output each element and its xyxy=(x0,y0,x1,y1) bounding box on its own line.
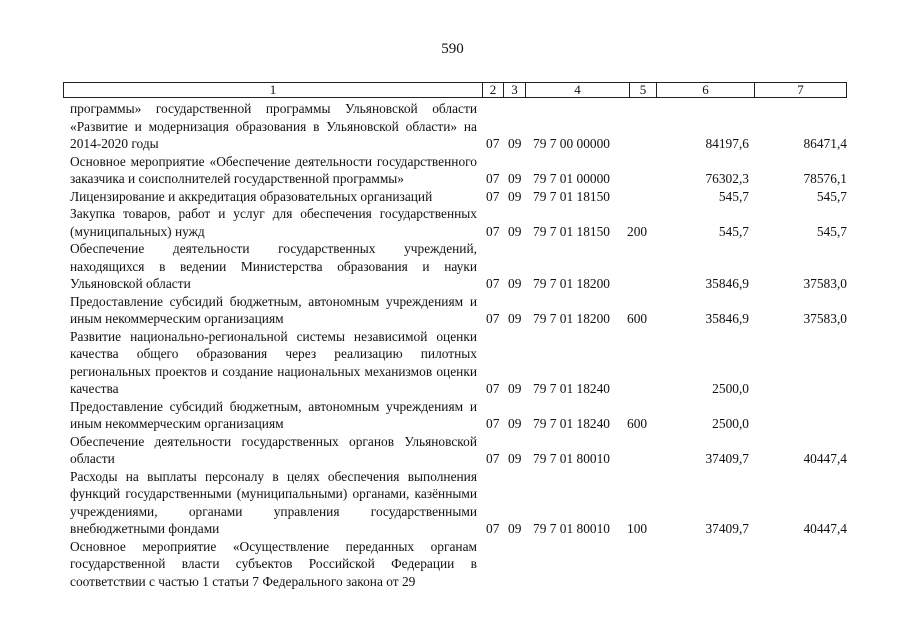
row-vr: 200 xyxy=(627,223,648,239)
row-vr: 600 xyxy=(627,416,648,431)
row-amount-2: 78576,1 xyxy=(803,171,847,186)
header-col-1: 1 xyxy=(269,82,277,97)
row-amount-1: 37409,7 xyxy=(705,521,749,536)
row-amount-1: 545,7 xyxy=(718,188,749,204)
row-description: Закупка товаров, работ и услуг для обеспечения государственных (муниципальных) нужд xyxy=(70,206,477,239)
row-rz: 07 xyxy=(486,311,500,326)
row-description: программы» государственной программы Ульяновской области «Развитие и модернизация образования в Ульяновской области» на 2014-2020 годы xyxy=(70,101,477,151)
row-csr: 79 7 01 18240 xyxy=(533,416,610,431)
row-rz: 07 xyxy=(486,188,500,204)
row-rz: 07 xyxy=(486,171,500,186)
page-number: 590 xyxy=(441,41,464,57)
row-description: Лицензирование и аккредитация образовательных организаций xyxy=(70,188,433,204)
row-pr: 09 xyxy=(508,381,522,396)
table-row xyxy=(0,398,905,433)
row-description: Расходы на выплаты персоналу в целях обеспечения выполнения функций государственными (муниципальными) органами, казёнными учреждениями, органами управления государственными внебюджетными фондами xyxy=(70,468,477,536)
table-row xyxy=(0,468,905,538)
row-pr: 09 xyxy=(508,416,522,431)
row-description: Предоставление субсидий бюджетным, автономным учреждениям и иным некоммерческим организациям xyxy=(70,398,477,431)
table-row xyxy=(0,538,905,591)
header-col-2: 2 xyxy=(482,83,503,97)
row-rz: 07 xyxy=(486,416,500,431)
row-amount-2: 37583,0 xyxy=(803,311,847,326)
row-amount-2: 545,7 xyxy=(816,188,847,204)
row-pr: 09 xyxy=(508,171,522,186)
row-amount-2: 545,7 xyxy=(816,223,847,239)
row-csr: 79 7 01 18200 xyxy=(533,311,610,326)
header-col-5: 5 xyxy=(629,83,656,97)
row-amount-2: 40447,4 xyxy=(803,521,847,536)
row-csr: 79 7 01 18240 xyxy=(533,381,610,396)
row-vr: 100 xyxy=(627,521,648,536)
row-rz: 07 xyxy=(486,521,500,536)
row-pr: 09 xyxy=(508,276,522,291)
row-rz: 07 xyxy=(486,136,500,151)
row-amount-2: 37583,0 xyxy=(803,276,847,291)
table-row xyxy=(0,293,905,328)
header-col-3: 3 xyxy=(503,83,525,97)
row-rz: 07 xyxy=(486,451,500,466)
row-description: Основное мероприятие «Обеспечение деятельности государственного заказчика и соисполнителей государственной программы» xyxy=(70,153,477,186)
row-description: Обеспечение деятельности государственных учреждений, находящихся в ведении Министерства образования и науки Ульяновской области xyxy=(70,241,477,291)
row-pr: 09 xyxy=(508,521,522,536)
row-pr: 09 xyxy=(508,311,522,326)
row-csr: 79 7 01 18200 xyxy=(533,276,610,291)
row-description: Основное мероприятие «Осуществление переданных органам государственной власти субъектов Российской Федерации в соответствии с частью 1 статьи 7 Федерального закона от 29 xyxy=(70,538,477,589)
row-csr: 79 7 01 00000 xyxy=(533,171,610,186)
table-row xyxy=(0,188,905,206)
row-amount-1: 76302,3 xyxy=(705,171,749,186)
row-csr: 79 7 01 18150 xyxy=(533,223,610,239)
table-row xyxy=(0,205,905,240)
row-amount-1: 35846,9 xyxy=(705,311,749,326)
row-pr: 09 xyxy=(508,451,522,466)
table-header xyxy=(63,82,847,98)
table-row xyxy=(0,100,905,153)
row-amount-1: 35846,9 xyxy=(705,276,749,291)
row-amount-1: 545,7 xyxy=(718,223,749,239)
row-amount-1: 84197,6 xyxy=(705,136,749,151)
row-description: Предоставление субсидий бюджетным, автономным учреждениям и иным некоммерческим организациям xyxy=(70,293,477,326)
row-pr: 09 xyxy=(508,188,522,204)
table-body xyxy=(0,100,905,590)
table-row xyxy=(0,328,905,398)
row-rz: 07 xyxy=(486,223,500,239)
row-vr: 600 xyxy=(627,311,648,326)
row-amount-1: 2500,0 xyxy=(712,381,749,396)
row-amount-2: 86471,4 xyxy=(803,136,847,151)
header-col-7: 7 xyxy=(754,83,846,97)
row-amount-2: 40447,4 xyxy=(803,451,847,466)
row-rz: 07 xyxy=(486,381,500,396)
row-pr: 09 xyxy=(508,223,522,239)
table-row xyxy=(0,240,905,293)
table-row xyxy=(0,433,905,468)
header-col-6: 6 xyxy=(656,83,754,97)
row-csr: 79 7 01 18150 xyxy=(533,188,610,204)
row-description: Развитие национально-региональной системы независимой оценки качества общего образования через реализацию пилотных региональных проектов и создание национальных механизмов оценки качества xyxy=(70,328,477,396)
row-amount-1: 37409,7 xyxy=(705,451,749,466)
header-col-4: 4 xyxy=(525,83,629,97)
row-amount-1: 2500,0 xyxy=(712,416,749,431)
row-rz: 07 xyxy=(486,276,500,291)
row-pr: 09 xyxy=(508,136,522,151)
table-row xyxy=(0,153,905,188)
row-csr: 79 7 00 00000 xyxy=(533,136,610,151)
row-csr: 79 7 01 80010 xyxy=(533,451,610,466)
row-description: Обеспечение деятельности государственных органов Ульяновской области xyxy=(70,433,477,466)
row-csr: 79 7 01 80010 xyxy=(533,521,610,536)
